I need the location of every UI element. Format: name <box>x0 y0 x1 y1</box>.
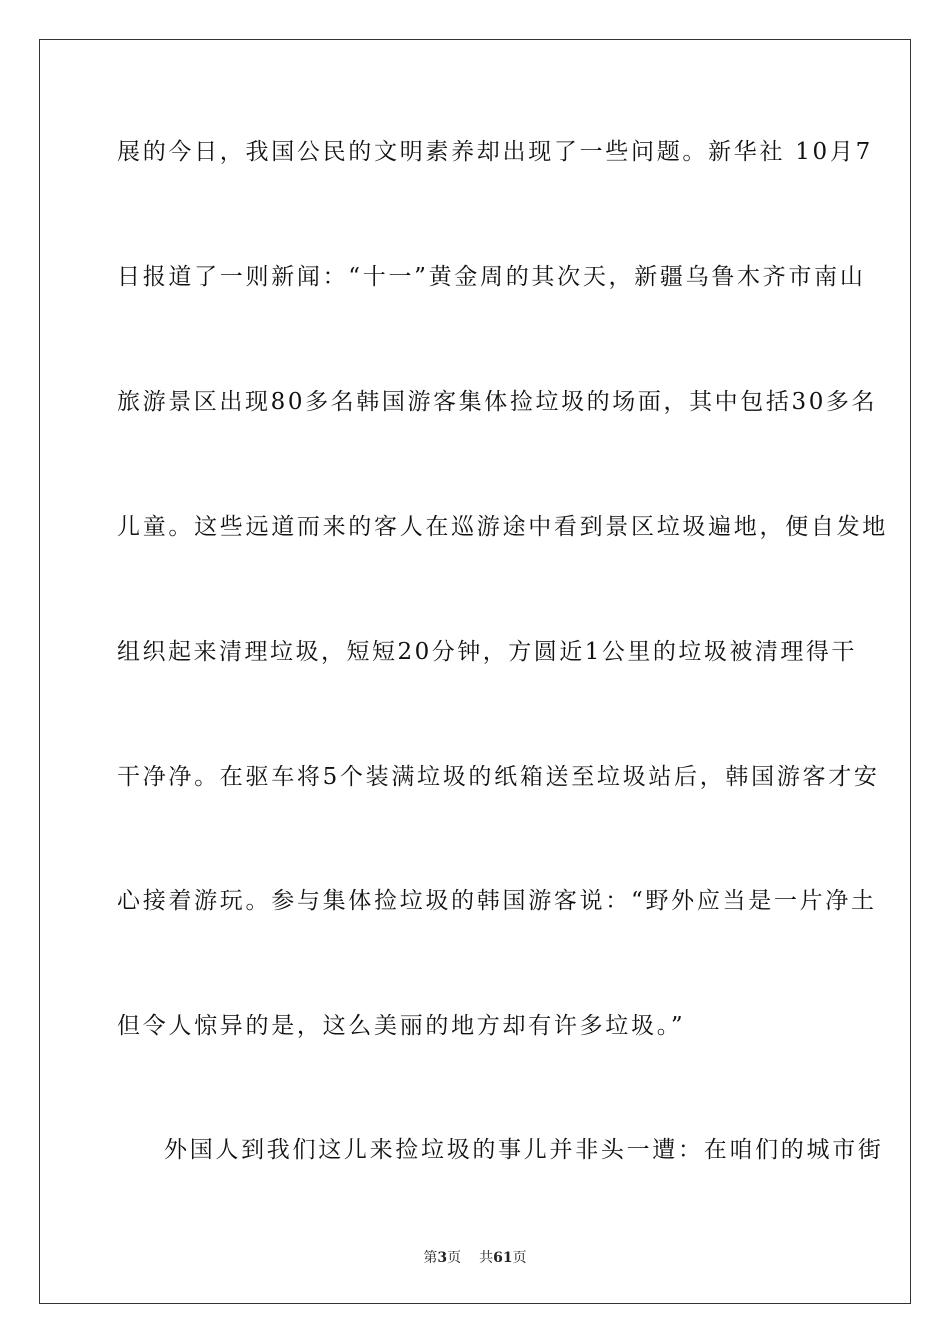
page-border <box>39 39 911 1304</box>
page-footer <box>0 1249 950 1267</box>
body-text-line-8: 但令人惊异的是，这么美丽的地方却有许多垃圾。” <box>117 1013 686 1039</box>
page-prefix: 第 <box>423 1250 438 1266</box>
body-text-line-5: 组织起来清理垃圾，短短20分钟，方圆近1公里的垃圾被清理得干 <box>117 639 857 665</box>
total-pages: 61 <box>493 1250 513 1266</box>
page-suffix: 页 <box>447 1250 462 1266</box>
body-text-line-1: 展的今日，我国公民的文明素养却出现了一些问题。新华社 10月7 <box>117 139 873 165</box>
paragraph-start-line: 外国人到我们这儿来捡垃圾的事儿并非头一遭：在咱们的城市街 <box>164 1137 884 1163</box>
total-suffix: 页 <box>512 1250 527 1266</box>
body-text-line-4: 儿童。这些远道而来的客人在巡游途中看到景区垃圾遍地，便自发地 <box>117 514 888 540</box>
total-prefix: 共 <box>479 1250 494 1266</box>
page-number: 3 <box>437 1250 448 1266</box>
body-text-line-7: 心接着游玩。参与集体捡垃圾的韩国游客说：“野外应当是一片净土 <box>117 888 877 914</box>
body-text-line-3: 旅游景区出现80多名韩国游客集体捡垃圾的场面，其中包括30多名 <box>117 389 878 415</box>
body-text-line-2: 日报道了一则新闻：“十一”黄金周的其次天，新疆乌鲁木齐市南山 <box>117 264 866 290</box>
body-text-line-6: 干净净。在驱车将5个装满垃圾的纸箱送至垃圾站后，韩国游客才安 <box>117 764 880 790</box>
